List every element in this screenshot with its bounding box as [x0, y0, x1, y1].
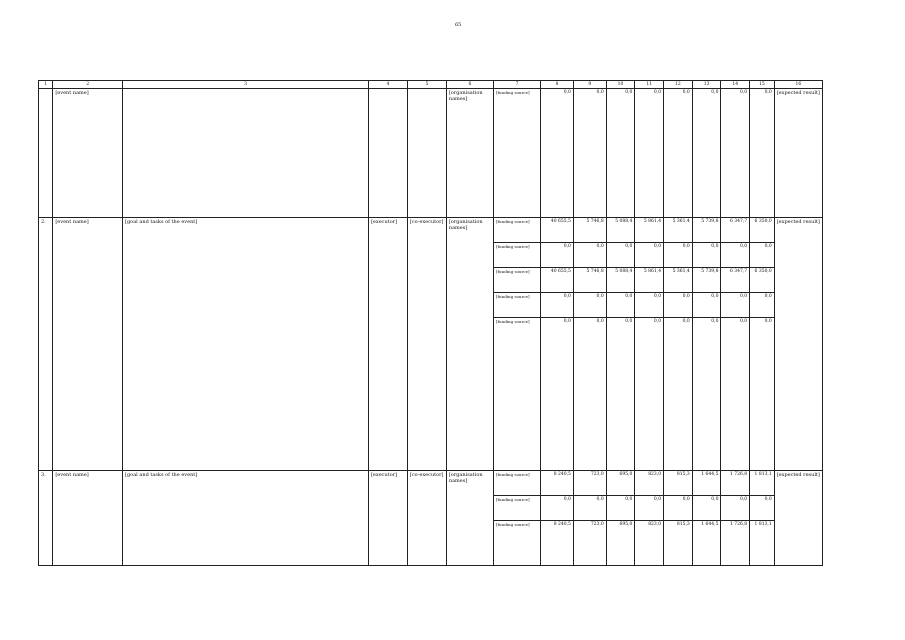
value: 6 347,7 — [721, 268, 749, 293]
column-header-row — [39, 81, 823, 89]
value-cell — [606, 471, 635, 566]
value: 0,0 — [693, 293, 721, 318]
value: 40 655,5 — [541, 268, 573, 293]
value: 0,0 — [625, 90, 633, 95]
executor: [executor] — [368, 218, 407, 471]
value: 5 861,4 — [635, 268, 663, 293]
value: 1 726,8 — [729, 522, 748, 527]
value-cell — [750, 218, 775, 471]
event-goal: [goal and tasks of the event] — [123, 218, 369, 471]
executor — [368, 89, 407, 218]
value: 5 746,8 — [574, 218, 606, 243]
expected-result: [expected result] — [774, 471, 822, 566]
value: 0,0 — [541, 243, 573, 268]
value-cell — [573, 218, 606, 471]
value: 0,0 — [711, 319, 719, 324]
expected-result: [expected result] — [774, 218, 822, 471]
value: 0,0 — [563, 319, 571, 324]
value: 5 746,8 — [574, 268, 606, 293]
value-cell — [635, 218, 664, 471]
value: 0,0 — [721, 293, 749, 318]
column-number: 3 — [123, 81, 369, 89]
value-cell — [635, 471, 664, 566]
funding-source: [funding source] — [494, 218, 540, 243]
organisations: [organisation names] — [446, 89, 493, 218]
value: 0,0 — [693, 243, 721, 268]
value: 5 361,4 — [664, 218, 692, 243]
value: 0,0 — [541, 293, 573, 318]
value: 823,0 — [648, 522, 662, 527]
value: 6 347,7 — [721, 218, 749, 243]
value-cell — [692, 218, 721, 471]
event-goal — [123, 89, 369, 218]
row-number: 3. — [39, 471, 53, 566]
co-executor: [co-executor] — [407, 218, 446, 471]
value: 1 644,5 — [701, 522, 719, 527]
funding-sources — [494, 471, 541, 566]
value-cell — [541, 471, 574, 566]
column-number: 15 — [750, 81, 775, 89]
value-cell — [664, 218, 693, 471]
value-cell — [541, 89, 574, 218]
expected-result: [expected result] — [774, 89, 822, 218]
value-cell — [692, 471, 721, 566]
value: 0,0 — [635, 243, 663, 268]
value: 6 350,0 — [750, 218, 774, 243]
funding-source: [funding source] — [494, 496, 540, 521]
value-cell — [606, 89, 635, 218]
value-cell — [606, 218, 635, 471]
column-number: 7 — [494, 81, 541, 89]
value: 5 739,8 — [693, 218, 721, 243]
column-number: 10 — [606, 81, 635, 89]
value: 0,0 — [664, 243, 692, 268]
value: 1 813,1 — [754, 522, 772, 527]
event-goal: [goal and tasks of the event] — [123, 471, 369, 566]
value: 8 240,5 — [553, 522, 571, 527]
table-row — [39, 218, 823, 471]
value: 1 813,1 — [750, 471, 774, 496]
value: 815,3 — [664, 471, 692, 496]
column-number: 9 — [573, 81, 606, 89]
column-number: 13 — [692, 81, 721, 89]
value-cell — [635, 89, 664, 218]
program-table — [38, 80, 823, 566]
column-number: 11 — [635, 81, 664, 89]
column-number: 14 — [721, 81, 750, 89]
value-cell — [664, 89, 693, 218]
value: 5 088,4 — [607, 268, 635, 293]
value: 0,0 — [607, 496, 635, 521]
value-cell — [721, 89, 750, 218]
value: 0,0 — [574, 243, 606, 268]
value: 0,0 — [750, 496, 774, 521]
table-row — [39, 89, 823, 218]
table-row — [39, 471, 823, 566]
column-number: 5 — [407, 81, 446, 89]
value: 0,0 — [711, 90, 719, 95]
value: 0,0 — [653, 319, 662, 324]
value: 1 644,5 — [693, 471, 721, 496]
co-executor — [407, 89, 446, 218]
funding-source: [funding source] — [494, 471, 540, 496]
value: 40 655,5 — [541, 218, 573, 243]
value: 0,0 — [764, 319, 772, 324]
value: 0,0 — [750, 243, 774, 268]
value: 5 739,8 — [693, 268, 721, 293]
value: 0,0 — [764, 90, 772, 95]
value: 0,0 — [596, 90, 604, 95]
funding-source: [funding source] — [496, 90, 530, 95]
event-name: [event name] — [53, 218, 123, 471]
value: 0,0 — [607, 293, 635, 318]
value: 0,0 — [739, 90, 748, 95]
funding-source: [funding source] — [496, 522, 530, 527]
value: 0,0 — [693, 496, 721, 521]
value: 0,0 — [653, 90, 662, 95]
value-cell — [750, 89, 775, 218]
value: 695,0 — [607, 471, 635, 496]
value-cell — [541, 218, 574, 471]
value: 823,0 — [635, 471, 663, 496]
value: 0,0 — [563, 90, 571, 95]
row-number: 2. — [39, 218, 53, 471]
page-number: 65 — [455, 22, 462, 28]
event-name: [event name] — [53, 471, 123, 566]
funding-source: [funding source] — [494, 243, 540, 268]
column-number: 16 — [774, 81, 822, 89]
value: 0,0 — [682, 319, 690, 324]
organisations: [organisation names] — [446, 471, 493, 566]
organisations: [organisation names] — [446, 218, 493, 471]
value: 0,0 — [750, 293, 774, 318]
value-cell — [664, 471, 693, 566]
value: 0,0 — [625, 319, 633, 324]
value: 0,0 — [607, 243, 635, 268]
value: 0,0 — [574, 496, 606, 521]
value: 1 726,8 — [721, 471, 749, 496]
column-number: 12 — [664, 81, 693, 89]
co-executor: [co-executor] — [407, 471, 446, 566]
value: 0,0 — [721, 496, 749, 521]
value: 0,0 — [635, 496, 663, 521]
column-number: 8 — [541, 81, 574, 89]
column-number: 2 — [53, 81, 123, 89]
value-cell — [692, 89, 721, 218]
value: 5 361,4 — [664, 268, 692, 293]
value: 5 088,4 — [607, 218, 635, 243]
value: 8 240,5 — [541, 471, 573, 496]
column-number: 4 — [368, 81, 407, 89]
value: 0,0 — [721, 243, 749, 268]
value: 0,0 — [664, 293, 692, 318]
value: 0,0 — [664, 496, 692, 521]
value: 723,0 — [574, 471, 606, 496]
funding-source: [funding source] — [496, 319, 530, 324]
value-cell — [721, 218, 750, 471]
funding-sources — [494, 218, 541, 471]
row-number — [39, 89, 53, 218]
value: 5 861,4 — [635, 218, 663, 243]
value: 723,0 — [590, 522, 604, 527]
value: 0,0 — [739, 319, 748, 324]
funding-sources — [494, 89, 541, 218]
funding-source: [funding source] — [494, 268, 540, 293]
value: 0,0 — [574, 293, 606, 318]
value: 6 350,0 — [750, 268, 774, 293]
column-number: 1 — [39, 81, 53, 89]
value: 815,3 — [676, 522, 690, 527]
value: 0,0 — [682, 90, 690, 95]
value: 0,0 — [635, 293, 663, 318]
value: 0,0 — [596, 319, 604, 324]
funding-source: [funding source] — [494, 293, 540, 318]
value-cell — [721, 471, 750, 566]
value-cell — [750, 471, 775, 566]
value: 0,0 — [541, 496, 573, 521]
column-number: 6 — [446, 81, 493, 89]
value: 695,0 — [619, 522, 633, 527]
value-cell — [573, 471, 606, 566]
event-name: [event name] — [53, 89, 123, 218]
value-cell — [573, 89, 606, 218]
executor: [executor] — [368, 471, 407, 566]
